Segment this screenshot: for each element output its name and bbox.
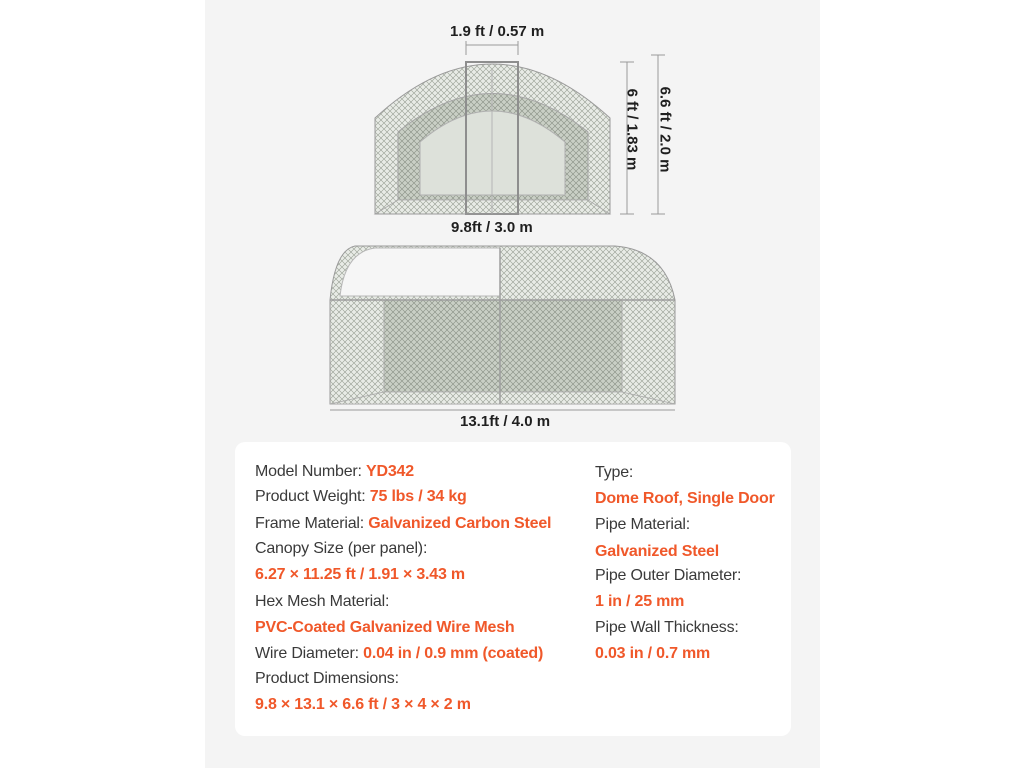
- pipe-wall-thickness-label: Pipe Wall Thickness:: [595, 619, 739, 636]
- door-width-label: 1.9 ft / 0.57 m: [450, 23, 545, 40]
- product-dimensions-value: 9.8 × 13.1 × 6.6 ft / 3 × 4 × 2 m: [255, 696, 471, 713]
- wire-diameter: Wire Diameter: 0.04 in / 0.9 mm (coated): [255, 645, 544, 662]
- hex-mesh-value: PVC-Coated Galvanized Wire Mesh: [255, 619, 515, 636]
- pipe-material-value: Galvanized Steel: [595, 543, 719, 560]
- pipe-outer-diameter-value: 1 in / 25 mm: [595, 593, 685, 610]
- spec-card: [235, 442, 791, 736]
- product-weight: Product Weight: 75 lbs / 34 kg: [255, 488, 467, 505]
- canopy-size-value: 6.27 × 11.25 ft / 1.91 × 3.43 m: [255, 566, 465, 583]
- canopy-size-label: Canopy Size (per panel):: [255, 540, 428, 557]
- total-height-label: 6.6 ft / 2.0 m: [656, 86, 674, 173]
- hex-mesh-label: Hex Mesh Material:: [255, 593, 390, 610]
- type-label: Type:: [595, 464, 634, 481]
- model-number-value: YD342: [366, 463, 414, 480]
- frame-material: Frame Material: Galvanized Carbon Steel: [255, 515, 552, 532]
- door-height-label: 6 ft / 1.83 m: [623, 88, 641, 171]
- front-view: [375, 62, 610, 214]
- type-value: Dome Roof, Single Door: [595, 490, 775, 507]
- product-dimensions-label: Product Dimensions:: [255, 670, 399, 687]
- pipe-wall-thickness-value: 0.03 in / 0.7 mm: [595, 645, 711, 662]
- wire-diameter-value: 0.04 in / 0.9 mm (coated): [363, 645, 544, 662]
- side-view: [330, 246, 675, 410]
- length-label: 13.1ft / 4.0 m: [460, 413, 551, 430]
- pipe-material-label: Pipe Material:: [595, 516, 691, 533]
- pipe-outer-diameter-label: Pipe Outer Diameter:: [595, 567, 742, 584]
- model-number: Model Number: YD342: [255, 463, 414, 480]
- frame-material-value: Galvanized Carbon Steel: [368, 515, 552, 532]
- product-weight-value: 75 lbs / 34 kg: [369, 488, 467, 505]
- width-label: 9.8ft / 3.0 m: [451, 219, 533, 236]
